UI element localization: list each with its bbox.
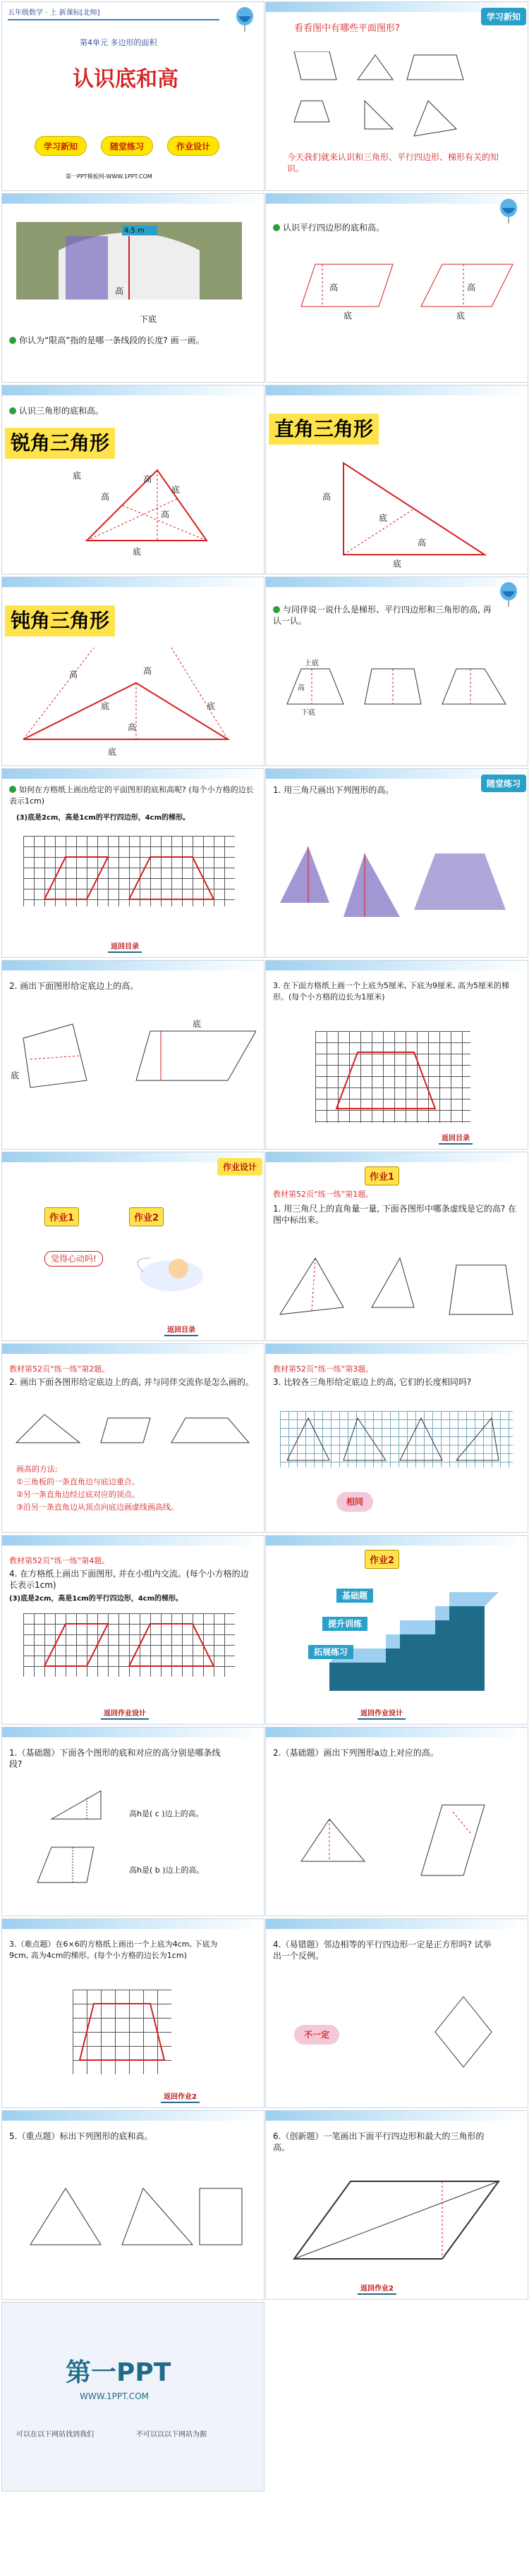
question-text: 3.（难点题）在6×6的方格纸上画出一个上底为4cm, 下底为9cm, 高为4cm的梯形。(每个小方格的边长为1cm) bbox=[9, 1940, 218, 1960]
obtuse-triangle-tag: 钝角三角形 bbox=[5, 605, 115, 636]
question-text: 4. 在方格纸上画出下面图形, 并在小组内交流。(每个小方格的边长表示1cm) bbox=[9, 1569, 249, 1590]
back-to-toc-link[interactable]: 返回目录 bbox=[164, 1323, 198, 1336]
footer-note-right: 不可以以以下网站为据 bbox=[136, 2431, 207, 2439]
top-bar bbox=[2, 2111, 264, 2121]
slide-practice-2 bbox=[1, 960, 264, 1150]
divider bbox=[8, 19, 219, 20]
question-text: 1.（基础题）下面各个图形的底和对应的高分别是哪条线段? bbox=[9, 1748, 221, 1769]
brand-text: 第一PPT模板网-WWW.1PPT.COM bbox=[66, 173, 152, 180]
trapezoid-figure bbox=[315, 1031, 470, 1123]
height-label: 高 bbox=[322, 492, 332, 502]
practice-shapes-figure bbox=[9, 1017, 256, 1095]
top-bar bbox=[266, 1536, 528, 1546]
section-badge: 随堂练习 bbox=[481, 775, 526, 792]
step-improve-button[interactable]: 提升训练 bbox=[322, 1617, 367, 1631]
base-label: 底 bbox=[193, 1019, 202, 1029]
slide-brand-footer bbox=[1, 2302, 264, 2491]
question-text: 6.（创新题）一笔画出下面平行四边形和最大的三角形的高。 bbox=[273, 2131, 485, 2152]
slide-trapezoid-heights bbox=[265, 577, 528, 766]
answer-bubble: 不一定 bbox=[294, 2025, 339, 2045]
speech-bubble: 觉得心动吗! bbox=[44, 1251, 103, 1267]
base-label: 底 bbox=[456, 311, 466, 321]
question-text: 2. 画出下面各图形给定底边上的高, 并与同伴交流你是怎么画的。 bbox=[9, 1377, 254, 1387]
question-text: 5.（重点题）标出下列图形的底和高。 bbox=[9, 2131, 153, 2141]
top-bar bbox=[2, 961, 264, 970]
slide-hw2-q5 bbox=[1, 2110, 264, 2300]
parallelograms-figure bbox=[280, 257, 520, 335]
exercise-shapes-figure bbox=[9, 1407, 256, 1457]
homework-2-badge: 作业2 bbox=[365, 1550, 399, 1569]
height-label: 高 bbox=[298, 684, 305, 692]
slide-exercise-1 bbox=[265, 1152, 528, 1341]
slide-exercise-2 bbox=[1, 1343, 264, 1533]
top-bar bbox=[2, 1919, 264, 1929]
acute-triangle-tag: 锐角三角形 bbox=[5, 428, 115, 459]
top-bar bbox=[2, 1727, 264, 1737]
footer-note-left: 可以在以下网站找到我们 bbox=[16, 2431, 94, 2439]
grid-shapes bbox=[23, 836, 235, 906]
section-badge: 学习新知 bbox=[481, 8, 526, 25]
reference-text: 教材第52页“练一练”第2题。 bbox=[9, 1364, 110, 1374]
height-label: 高 bbox=[329, 283, 339, 292]
question-text: 看看图中有哪些平面图形? bbox=[294, 23, 400, 34]
slide-exercise-3 bbox=[265, 1343, 528, 1533]
top-bar bbox=[2, 1536, 264, 1546]
q6-parallelogram-figure bbox=[287, 2167, 513, 2273]
homework-2-button[interactable]: 作业2 bbox=[129, 1207, 164, 1226]
right-triangle-tag: 直角三角形 bbox=[269, 414, 379, 445]
question-text bbox=[9, 784, 256, 807]
reference-text: 教材第52页“练一练”第4题。 bbox=[9, 1556, 110, 1565]
slide-right-triangle bbox=[265, 385, 528, 574]
top-bar bbox=[266, 2111, 528, 2121]
reference-text: 教材第52页“练一练”第1题。 bbox=[273, 1190, 374, 1199]
slide-title bbox=[1, 1, 264, 191]
homework-1-button[interactable]: 作业1 bbox=[44, 1207, 79, 1226]
bullet-icon bbox=[273, 606, 280, 613]
bottom-base-label: 下底 bbox=[301, 709, 315, 717]
answer-text: (3)底是2cm，高是1cm的平行四边形，4cm的梯形。 bbox=[16, 814, 190, 822]
height-label: 高 bbox=[143, 474, 152, 484]
study-button[interactable]: 学习新知 bbox=[35, 136, 87, 156]
top-bar bbox=[2, 769, 264, 779]
slide-grid-draw bbox=[1, 768, 264, 958]
brand-logo: 第一PPT bbox=[66, 2358, 171, 2387]
slide-hw2-q1 bbox=[1, 1727, 264, 1916]
back-to-toc-link[interactable]: 返回目录 bbox=[439, 1131, 473, 1145]
base-label: 底 bbox=[133, 547, 142, 557]
method-step-3: ③沿另一条直角边从顶点向底边画虚线画高线。 bbox=[16, 1503, 178, 1512]
height-label: 高 bbox=[467, 283, 476, 292]
base-label: 底 bbox=[171, 485, 181, 495]
top-base-label: 上底 bbox=[305, 660, 319, 667]
right-triangle-figure bbox=[329, 456, 499, 569]
height-label: 高 bbox=[161, 510, 170, 519]
slide-height-limit bbox=[1, 193, 264, 383]
base-label: 底 bbox=[343, 311, 353, 321]
method-title: 画高的方法: bbox=[16, 1465, 58, 1474]
bullet-icon bbox=[9, 407, 16, 414]
question-text: 4.（易错题）邻边相等的平行四边形一定是正方形吗? 试举出一个反例。 bbox=[273, 1940, 492, 1961]
base-label: 底 bbox=[73, 471, 82, 481]
question-text bbox=[273, 604, 492, 627]
bullet-icon bbox=[9, 337, 16, 344]
triangle-rulers-figure bbox=[273, 811, 520, 945]
balloon-icon bbox=[498, 198, 519, 226]
question-text: 3. 比较各三角形给定底边上的高, 它们的长度相同吗? bbox=[273, 1377, 472, 1387]
slide-hw2-q2 bbox=[265, 1727, 528, 1916]
step-basic-button[interactable]: 基础题 bbox=[336, 1589, 373, 1603]
height-label: 高 bbox=[101, 492, 110, 502]
bullet-icon bbox=[9, 786, 16, 793]
top-bar bbox=[2, 386, 264, 395]
exercise-shapes-figure bbox=[273, 1251, 520, 1329]
answer-1: 高h是( c )边上的高。 bbox=[129, 1809, 204, 1818]
top-bar bbox=[2, 194, 264, 204]
brand-url[interactable]: WWW.1PPT.COM bbox=[80, 2391, 150, 2401]
base-label: 下底 bbox=[140, 314, 157, 324]
slide-practice-3 bbox=[265, 960, 528, 1150]
intro-paragraph: 今天我们就来认识和三角形、平行四边形、梯形有关的知识。 bbox=[287, 152, 499, 173]
top-bar bbox=[266, 1344, 528, 1354]
triangles-figure bbox=[280, 1411, 513, 1467]
reference-text: 教材第52页“练一练”第3题。 bbox=[273, 1364, 374, 1374]
question-text: 1. 用三角尺上的直角量一量, 下面各图形中哪条虚线是它的高? 在图中标出来。 bbox=[273, 1204, 517, 1225]
slide-acute-triangle bbox=[1, 385, 264, 574]
question-text bbox=[273, 222, 384, 233]
limit-note: 4.5 m bbox=[124, 227, 145, 235]
balloon-icon bbox=[234, 6, 255, 35]
question-text: 2.（基础题）画出下列图形a边上对应的高。 bbox=[273, 1748, 439, 1758]
q1-shapes-figure bbox=[23, 1784, 143, 1890]
top-bar bbox=[266, 1152, 528, 1162]
base-label: 底 bbox=[207, 701, 216, 711]
top-bar bbox=[266, 1919, 528, 1929]
back-to-toc-link[interactable]: 返回目录 bbox=[108, 939, 142, 953]
trapezoid-figure bbox=[73, 1990, 171, 2074]
balloon-icon bbox=[498, 581, 519, 610]
height-label: 高 bbox=[115, 286, 124, 296]
section-badge: 作业设计 bbox=[217, 1158, 262, 1176]
back-to-homework-link[interactable]: 返回作业设计 bbox=[101, 1706, 149, 1720]
bullet-icon bbox=[273, 224, 280, 231]
question-body: 与同伴说一说什么是梯形、平行四边形和三角形的高, 再认一认。 bbox=[273, 605, 492, 626]
question-text: 3. 在下面方格纸上画一个上底为5厘米, 下底为9厘米, 高为5厘米的梯形。(每个小方格的边长为1厘米) bbox=[273, 981, 509, 1002]
base-label: 底 bbox=[101, 701, 110, 711]
unit-label: 第4单元 多边形的面积 bbox=[80, 38, 157, 47]
question-text bbox=[9, 335, 256, 346]
question-text: 2. 画出下面图形给定底边上的高。 bbox=[9, 981, 139, 991]
top-bar bbox=[2, 577, 264, 587]
back-to-homework-link[interactable]: 返回作业设计 bbox=[358, 1706, 406, 1720]
back-to-homework-2-link[interactable]: 返回作业2 bbox=[358, 2281, 396, 2295]
top-bar bbox=[266, 961, 528, 970]
slide-hw2-q3 bbox=[1, 1918, 264, 2108]
slide-hw2-q6 bbox=[265, 2110, 528, 2300]
base-label: 底 bbox=[11, 1071, 20, 1080]
method-step-2: ②另一条直角边经过底对应的顶点。 bbox=[16, 1490, 140, 1499]
base-label: 底 bbox=[393, 559, 402, 569]
slide-shapes bbox=[265, 1, 528, 191]
back-to-homework-2-link[interactable]: 返回作业2 bbox=[161, 2090, 200, 2103]
practice-button[interactable]: 随堂练习 bbox=[101, 136, 153, 156]
grade-label: 五年级数学 · 上 新课标[北师] bbox=[8, 9, 100, 17]
base-label: 底 bbox=[379, 513, 388, 523]
shapes-figure bbox=[287, 51, 470, 143]
slide-homework-2-menu bbox=[265, 1535, 528, 1725]
grid-shapes bbox=[23, 1613, 235, 1677]
answer-text: (3)底是2cm，高是1cm的平行四边形，4cm的梯形。 bbox=[9, 1595, 183, 1603]
question-body: 认识三角形的底和高。 bbox=[19, 406, 104, 416]
step-extend-button[interactable]: 拓展练习 bbox=[308, 1645, 353, 1659]
q2-shapes-figure bbox=[294, 1791, 506, 1890]
top-bar bbox=[266, 194, 528, 204]
page-title: 认识底和高 bbox=[73, 67, 178, 92]
question-body: 如何在方格纸上画出给定的平面图形的底和高呢? (每个小方格的边长表示1cm) bbox=[9, 785, 254, 806]
slide-parallelogram bbox=[265, 193, 528, 383]
question-body: 你认为“限高”指的是哪一条线段的长度? 画一画。 bbox=[19, 335, 205, 345]
height-label: 高 bbox=[143, 666, 152, 676]
method-step-1: ①三角板的一条直角边与底边重合。 bbox=[16, 1477, 140, 1486]
top-bar bbox=[2, 1344, 264, 1354]
homework-button[interactable]: 作业设计 bbox=[167, 136, 219, 156]
base-label: 底 bbox=[108, 747, 117, 757]
slide-homework-menu bbox=[1, 1152, 264, 1341]
slide-practice-1 bbox=[265, 768, 528, 958]
slide-exercise-4 bbox=[1, 1535, 264, 1725]
angel-illustration bbox=[129, 1244, 221, 1307]
homework-1-badge: 作业1 bbox=[365, 1166, 399, 1185]
slide-hw2-q4 bbox=[265, 1918, 528, 2108]
answer-bubble: 相同 bbox=[336, 1492, 373, 1512]
rhombus-figure bbox=[428, 1990, 499, 2074]
question-text: 1. 用三角尺画出下列图形的高。 bbox=[273, 785, 394, 795]
top-bar bbox=[266, 386, 528, 395]
question-text bbox=[9, 405, 104, 417]
obtuse-triangle-figure bbox=[16, 641, 249, 753]
question-body: 认识平行四边形的底和高。 bbox=[283, 223, 385, 233]
top-bar bbox=[266, 577, 528, 587]
answer-2: 高h是( b )边上的高。 bbox=[129, 1866, 205, 1875]
slide-obtuse-triangle bbox=[1, 577, 264, 766]
height-label: 高 bbox=[128, 722, 137, 732]
height-label: 高 bbox=[69, 670, 78, 679]
height-label: 高 bbox=[418, 538, 427, 548]
top-bar bbox=[266, 1727, 528, 1737]
q5-shapes-figure bbox=[16, 2160, 249, 2273]
